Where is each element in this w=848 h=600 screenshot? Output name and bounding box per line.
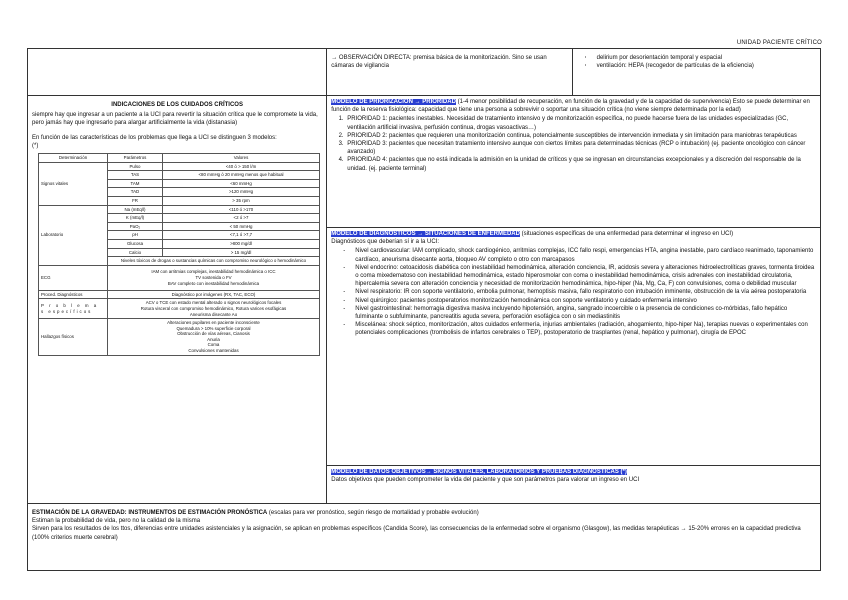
diagnosticos-intro: (situaciones específicas de una enfermedad para determinar el ingreso en UCI): [521, 231, 734, 237]
table-hallazgos-values: [108, 319, 320, 356]
list-item: - Nivel quirúrgico: pacientes postoperatorios monitorización hemodinámica con soporte ventilatorio y cuidado enfermería intensivo: [345, 297, 816, 305]
top-left-empty: [28, 49, 327, 95]
top-right-cell: [573, 49, 820, 95]
list-item: 4. PRIORIDAD 4: pacientes que no está indicada la admisión en la unidad de críticos y que se ingresan en circunstancias excepcionales y a discreción del responsable de la unidad. (ej. paciente terminal): [345, 156, 816, 172]
table-group: Hallazgos físicos: [39, 319, 108, 356]
top-right-list: [585, 54, 816, 70]
table-ecg-values: [108, 265, 320, 290]
main-row: [28, 96, 820, 504]
indicaciones-cell: [28, 96, 327, 503]
list-item: · delirium por desorientación temporal y espacial: [585, 54, 816, 62]
table-group: Proced. Diagnósticos: [39, 290, 108, 299]
diagnosticos-list: [345, 247, 816, 337]
table-param: TAS: [108, 171, 163, 180]
estimacion-cell: [28, 504, 820, 570]
page-header: UNIDAD PACIENTE CRÍTICO: [736, 40, 822, 46]
table-value: <60 mmHg: [163, 179, 320, 188]
priorizacion-heading: MODELO DE PRIORIZACIÓN → PRIORIDAD: [331, 99, 456, 105]
table-param: pH: [108, 231, 163, 240]
list-item: 3. PRIORIDAD 3: pacientes que necesitan tratamiento intensivo aunque con ciertos límites para determinadas técnicas (RCP o intubación) (ej. paciente oncológico con cáncer avanzado): [345, 140, 816, 156]
estimacion-line1: Estiman la probabilidad de vida, pero no la calidad de la misma: [32, 518, 201, 525]
table-line: Coma: [207, 342, 220, 348]
table-lab-note: Niveles tóxicos de drogas o sustancias químicas con compromiso neurológico o hemodinámico: [108, 257, 320, 266]
table-header: Determinación: [39, 154, 108, 163]
table-line: Obstrucción de vías aéreas, Cianosis: [177, 331, 250, 337]
table-value: > 35 rpm: [163, 196, 320, 205]
indicaciones-p2: En función de las características de los problemas que llega a UCI se distinguen 3 modelos:: [32, 134, 277, 141]
table-header: Valores: [163, 154, 320, 163]
indicaciones-p3: (*): [32, 142, 39, 149]
table-param: Na (mEq/l): [108, 205, 163, 214]
table-group: ECG: [39, 265, 108, 290]
table-problemas-values: [108, 299, 320, 319]
list-item: 2. PRIORIDAD 2: pacientes que requieren una monitorización continua, potencialmente susceptibles de intervención inmediata y sin limitación para maniobras terapéuticas: [345, 132, 816, 140]
list-item: - Nivel endocrino: cetoacidosis diabética con inestabilidad hemodinámica, alteración conciencia, IR, acidosis severa y alteraciones hidroelectrolíticas graves, tormenta tiroidea o coma mixedematoso con inestabilidad hemodinámica, estado hiperosmolar con coma o inestabilidad hemodinámica, crisis adrenales con inestabilidad circulatoria, hipercalemia severa con alteración conciencia y necesidad de monitorización hemodinámica, hipo-hiper (Na, Mg, Ca, F) con convulsiones, coma o debilidad muscular: [345, 264, 816, 289]
priorizacion-cell: [327, 96, 820, 228]
table-value: < 50 mmHg: [163, 222, 320, 231]
table-line: Aneurisma disecante Ao: [189, 311, 238, 317]
table-line: Quemadura > 10% superficie corporal: [176, 325, 251, 331]
table-line: Rotura visceral con compromiso hemodinámico, Rotura varices esofágicas: [140, 305, 287, 311]
diagnosticos-cell: [327, 228, 820, 466]
top-row: [28, 49, 820, 96]
criterios-table: [38, 153, 320, 356]
table-line: ACV o TCE con estado mental alterado o signos neurológicos focales: [145, 300, 282, 306]
table-value: >120 mmHg: [163, 188, 320, 197]
table-value: <2 ó >7: [163, 214, 320, 223]
indicaciones-title: INDICACIONES DE LOS CUIDADOS CRÍTICOS: [111, 102, 243, 108]
table-header: Parámetros: [108, 154, 163, 163]
observacion-text: → OBSERVACIÓN DIRECTA: premisa básica de la monitorización. Sino se usan cámaras de vigilancia: [331, 55, 547, 70]
table-value: > 15 mg/dl: [163, 248, 320, 257]
list-item: · ventilación: HEPA (recogedor de partículas de la eficiencia): [585, 62, 816, 70]
priorizacion-intro: (1-4 menor posibilidad de recuperación, en función de la gravedad y de la capacidad de supervivencia) Esto se puede determinar en función de la reserva fisiológica: capacidad que tiene una persona a sobrevivir o soportar una situación crítica (no viene siempre determinada por la edad): [331, 99, 810, 114]
table-line: IAM con arritmias complejas, inestabilidad hemodinámica o ICC: [151, 269, 276, 275]
estimacion-line2: Sirven para los resultados de los ttos, diferencias entre unidades asistenciales y la asignación, se aplican en problemas específicos (Candida Score), las consecuencias de la enfermedad sobre el organismo (Glasgow), las medidas terapéuticas → 15-20% errores en la capacidad predictiva (100% criterios muerte cerebral): [32, 526, 801, 541]
table-value: <110 ó >170: [163, 205, 320, 214]
table-param: TAM: [108, 179, 163, 188]
table-param: Calcio: [108, 248, 163, 257]
models-column: [327, 96, 820, 503]
table-group: P r o b l e m a s específicos: [39, 299, 108, 319]
indicaciones-p1: siempre hay que ingresar a un paciente a la UCI para revertir la situación crítica que le compromete la vida, pero jamás hay que ingresarlo para alargar artificialmente la vida (distanasia): [32, 112, 318, 127]
priorizacion-list: [345, 115, 816, 172]
table-value: <40 ó > 150 l/m: [163, 162, 320, 171]
objetivos-cell: [327, 466, 820, 503]
table-param: K (mEq/l): [108, 214, 163, 223]
table-value: Diagnóstico por imágenes (RX, TAC, ECO): [108, 290, 320, 299]
table-line: TV sostenida o FV: [195, 274, 232, 280]
table-value: <80 mmHg ó 20 mmHg menos que habitual: [163, 171, 320, 180]
table-line: Anuria: [207, 336, 220, 342]
table-line: Convulsiones mantenidas: [188, 348, 239, 354]
table-param: FR: [108, 196, 163, 205]
bottom-row: [28, 504, 820, 570]
table-line: Alteraciones pupilares en paciente inconsciente: [167, 320, 260, 326]
estimacion-heading: ESTIMACIÓN DE LA GRAVEDAD: INSTRUMENTOS DE ESTIMACIÓN PRONÓSTICA: [32, 510, 268, 516]
table-param: TAD: [108, 188, 163, 197]
observacion-cell: [327, 49, 572, 95]
table-group: Signos vitales: [39, 162, 108, 205]
table-param: Glucosa: [108, 239, 163, 248]
objetivos-heading: MODELO DE DATOS OBJETIVOS→ SIGNOS VITALES, LABORATORIOS Y PRUEBAS DIAGNÓSTICAS (*): [331, 469, 627, 475]
notes-grid: [27, 48, 821, 571]
table-value: >800 mg/dl: [163, 239, 320, 248]
estimacion-heading-rest: (escalas para ver pronóstico, según riesgo de mortalidad y probable evolución): [268, 510, 479, 516]
list-item: - Miscelánea: shock séptico, monitorización, altos cuidados enfermería, injurias ambientales (radiación, ahogamiento, hipo-hiper Na), terapias nuevas o experimentales con potenciales complicaciones (trombolisis de infartos cerebrales o TEP), postoperatorio de trasplantes (renal, hepático y pulmonar), cirugía de EPOC: [345, 321, 816, 337]
list-item: - Nivel respiratorio: IR con soporte ventilatorio, embolia pulmonar, hemoptisis masiva, fallo respiratorio con intubación inminente, obstrucción de la vía aérea postoperatoria: [345, 288, 816, 296]
list-item: - Nivel gastrointestinal: hemorragia digestiva masiva incluyendo hipotensión, angina, sangrado incoercible o la presencia de condiciones co-mórbidas, fallo hepático fulminante o subfulminante, pancreatitis aguda severa, perforación esofágica con o sin mediastinitis: [345, 305, 816, 321]
table-group: Laboratorio: [39, 205, 108, 265]
list-item: - Nivel cardiovascular: IAM complicado, shock cardiogénico, arritmias complejas, ICC fallo respi, emergencias HTA, angina inestable, paro cardíaco reanimado, taponamiento cardíaco, aneurisma disecante aorta, bloqueo AV completo o otro con marcapasos: [345, 247, 816, 263]
table-param: Pulso: [108, 162, 163, 171]
objetivos-text: Datos objetivos que pueden comprometer la vida del paciente y que son parámetros para valorar un ingreso en UCI: [331, 477, 640, 484]
list-item: 1. PRIORIDAD 1: pacientes inestables. Necesidad de tratamiento intensivo y de monitorización específica, no puede hacerse fuera de las unidades especializadas (GC, ventilación artificial invasiva, perfusión continua, drogas vasoactivas…): [345, 115, 816, 131]
diagnosticos-sub: Diagnósticos que deberían sí ir a la UCI:: [331, 239, 439, 246]
table-param: PaO₂: [108, 222, 163, 231]
table-value: <7,1 ó >7,7: [163, 231, 320, 240]
diagnosticos-heading: MODELO DE DIAGNÓSTICOS → SITUACIONES DE ENFERMEDAD: [331, 231, 520, 237]
table-line: BAV completo con inestabilidad hemodinámica: [167, 280, 260, 286]
